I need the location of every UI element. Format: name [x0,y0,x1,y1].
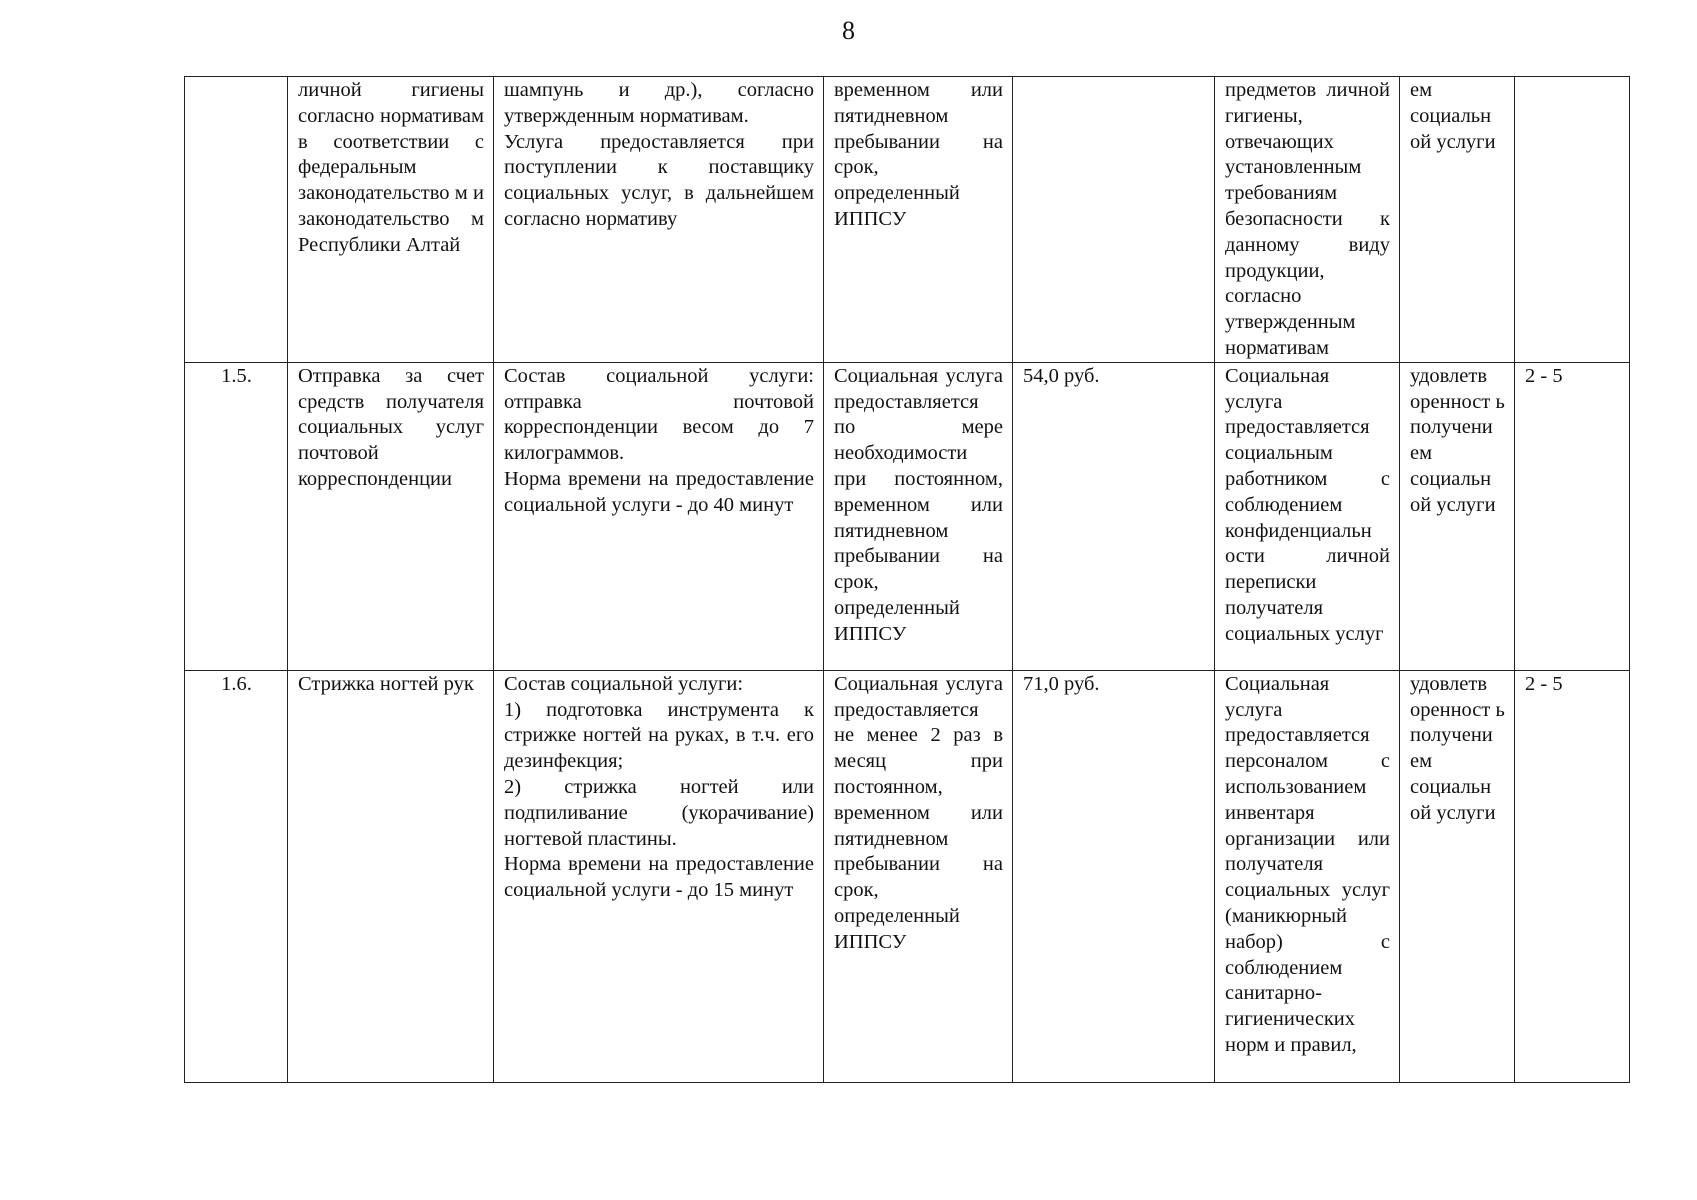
content-paragraph: Состав социальной услуги: отправка почтовой корреспонденции весом до 7 килограммов. [504,364,814,465]
service-name: личной гигиены согласно нормативам в соответствии с федеральным законодательство м и законодательство м Республики Алтай [288,77,494,363]
service-period: 2 - 5 [1515,362,1630,670]
service-price: 54,0 руб. [1013,362,1215,670]
service-name: Стрижка ногтей рук [288,670,494,1082]
evaluation-criteria: удовлетв оренност ь получени ем социальн ой услуги [1400,670,1515,1082]
table-row [185,362,1630,670]
content-paragraph: шампунь и др.), согласно утвержденным нормативам. [504,79,814,127]
content-paragraph: 2) стрижка ногтей или подпиливание (укорачивание) ногтевой пластины. [504,775,814,850]
content-paragraph: Норма времени на предоставление социальной услуги - до 15 минут [504,853,814,902]
row-number: 1.5. [185,362,288,670]
row-number [185,77,288,363]
content-paragraph: 1) подготовка инструмента к стрижке ногтей на руках, в т.ч. его дезинфекция; [504,698,814,773]
table-row [185,77,1630,363]
service-content [494,77,824,363]
page-number: 8 [842,16,855,45]
row-number: 1.6. [185,670,288,1082]
evaluation-criteria: удовлетв оренност ь получени ем социальн ой услуги [1400,362,1515,670]
quality-indicators: Социальная услуга предоставляется персоналом с использованием инвентаря организации или получателя социальных услуг (маникюрный набор) с соблюдением санитарно-гигиенических норм и правил, [1215,670,1400,1082]
service-period [1515,77,1630,363]
service-conditions: Социальная услуга предоставляется по мере необходимости при постоянном, временном или пятидневном пребывании на срок, определенный ИППСУ [824,362,1013,670]
services-table [184,76,1630,1083]
service-conditions: временном или пятидневном пребывании на срок, определенный ИППСУ [824,77,1013,363]
content-paragraph: Услуга предоставляется при поступлении к поставщику социальных услуг, в дальнейшем согласно нормативу [504,130,814,230]
evaluation-criteria: ем социальн ой услуги [1400,77,1515,363]
service-name: Отправка за счет средств получателя социальных услуг почтовой корреспонденции [288,362,494,670]
service-period: 2 - 5 [1515,670,1630,1082]
service-conditions: Социальная услуга предоставляется не менее 2 раз в месяц при постоянном, временном или пятидневном пребывании на срок, определенный ИППСУ [824,670,1013,1082]
service-price: 71,0 руб. [1013,670,1215,1082]
quality-indicators: Социальная услуга предоставляется социальным работником с соблюдением конфиденциальн ости личной переписки получателя социальных услуг [1215,362,1400,670]
content-paragraph: Норма времени на предоставление социальной услуги - до 40 минут [504,467,814,516]
service-price [1013,77,1215,363]
table-row [185,670,1630,1082]
content-paragraph: Состав социальной услуги: [504,672,744,695]
quality-indicators: предметов личной гигиены, отвечающих установленным требованиям безопасности к данному виду продукции, согласно утвержденным нормативам [1215,77,1400,363]
service-content [494,670,824,1082]
service-content [494,362,824,670]
